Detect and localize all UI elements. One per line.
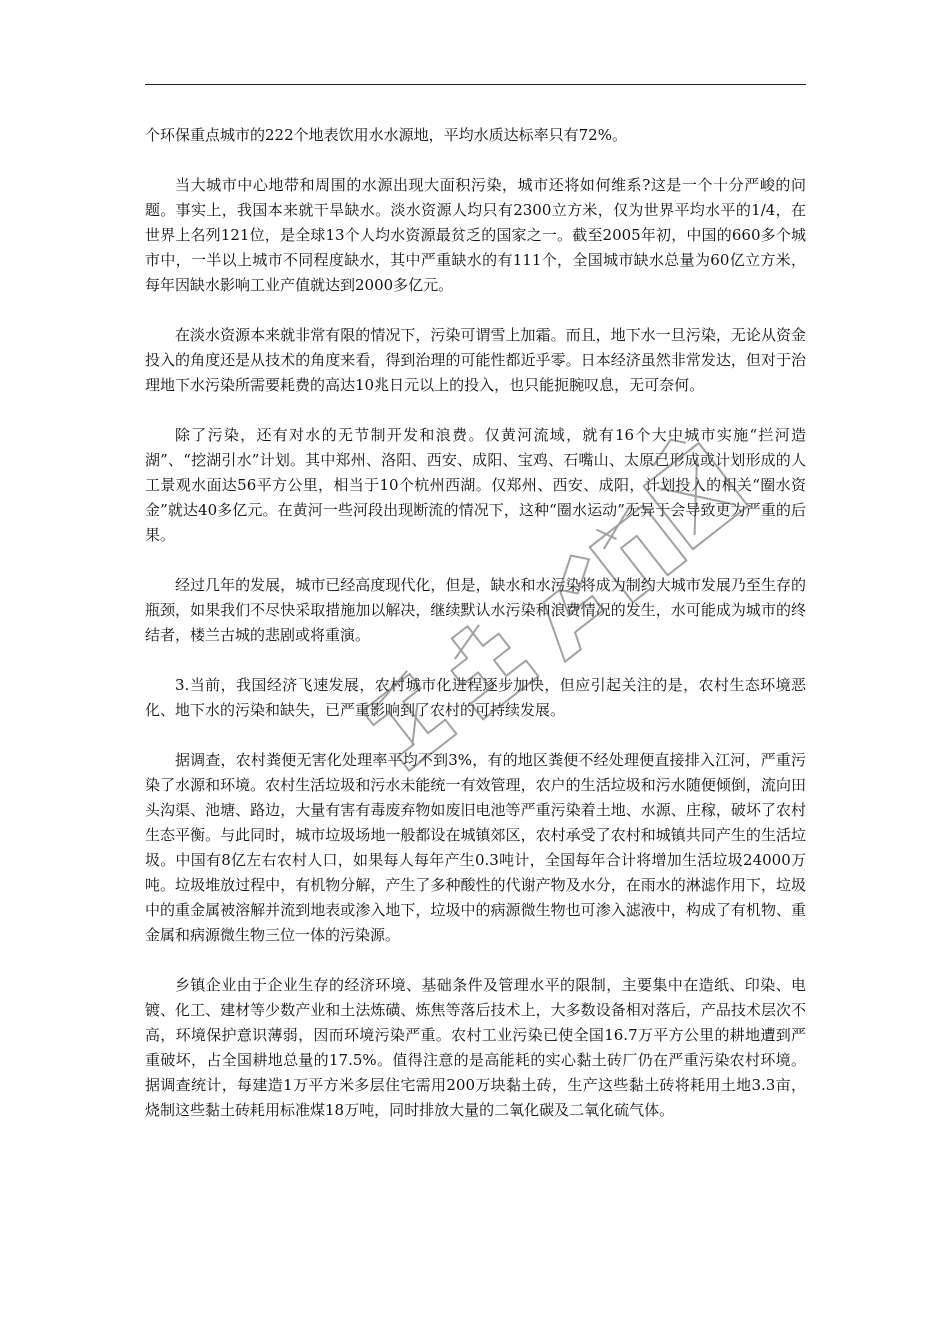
paragraph-8: 乡镇企业由于企业生存的经济环境、基础条件及管理水平的限制，主要集中在造纸、印染、电镀、化工、建材等少数产业和土法炼磺、炼焦等落后技术上，大多数设备相对落后，产品技术层次不高，环境保护意识薄弱，因而环境污染严重。农村工业污染已使全国16.7万平方公里的耕地遭到严重破坏，占全国耕地总量的17.5%。值得注意的是高能耗的实心黏土砖厂仍在严重污染农村环境。据调查统计，每建造1万平方米多层住宅需用200万块黏土砖，生产这些黏土砖将耗用土地3.3亩，烧制这些黏土砖耗用标准煤18万吨，同时排放大量的二氧化碳及二氧化硫气体。 xyxy=(145,976,806,1119)
paragraph-5: 经过几年的发展，城市已经高度现代化，但是，缺水和水污染将成为制约大城市发展乃至生存的瓶颈，如果我们不尽快采取措施加以解决，继续默认水污染和浪费情况的发生，水可能成为城市的终结者，楼兰古城的悲剧或将重演。 xyxy=(145,576,806,644)
paragraph-2: 当大城市中心地带和周围的水源出现大面积污染，城市还将如何维系?这是一个十分严峻的问题。事实上，我国本来就干旱缺水。淡水资源人均只有2300立方米，仅为世界平均水平的1/4，在世界上名列121位，是全球13个人均水资源最贫乏的国家之一。截至2005年初，中国的660多个城市中，一半以上城市不同程度缺水，其中严重缺水的有111个，全国城市缺水总量为60亿立方米，每年因缺水影响工业产值就达到2000多亿元。 xyxy=(145,176,806,294)
paragraph-1: 个环保重点城市的222个地表饮用水水源地，平均水质达标率只有72%。 xyxy=(145,126,627,144)
paragraph-3: 在淡水资源本来就非常有限的情况下，污染可谓雪上加霜。而且，地下水一旦污染，无论从资金投入的角度还是从技术的角度来看，得到治理的可能性都近乎零。日本经济虽然非常发达，但对于治理地下水污染所需要耗费的高达10兆日元以上的投入，也只能扼腕叹息，无可奈何。 xyxy=(145,326,806,394)
header-rule xyxy=(145,84,806,85)
paragraph-6: 3.当前，我国经济飞速发展，农村城市化进程逐步加快，但应引起关注的是，农村生态环境恶化、地下水的污染和缺失，已严重影响到了农村的可持续发展。 xyxy=(145,676,806,719)
paragraph-7: 据调查，农村粪便无害化处理率平均不到3%，有的地区粪便不经处理便直接排入江河，严重污染了水源和环境。农村生活垃圾和污水未能统一有效管理，农户的生活垃圾和污水随便倾倒，流向田头沟渠、池塘、路边，大量有害有毒废弃物如废旧电池等严重污染着土地、水源、庄稼，破坏了农村生态平衡。与此同时，城市垃圾场地一般都设在城镇郊区，农村承受了农村和城镇共同产生的生活垃圾。中国有8亿左右农村人口，如果每人每年产生0.3吨计，全国每年合计将增加生活垃圾24000万吨。垃圾堆放过程中，有机物分解，产生了多种酸性的代谢产物及水分，在雨水的淋滤作用下，垃圾中的重金属被溶解并流到地表或渗入地下，垃圾中的病源微生物也可渗入滤液中，构成了有机物、重金属和病源微生物三位一体的污染源。 xyxy=(145,751,806,944)
document-body xyxy=(145,123,806,1148)
paragraph-4: 除了污染，还有对水的无节制开发和浪费。仅黄河流域，就有16个大中城市实施“拦河造湖”、“挖湖引水”计划。其中郑州、洛阳、西安、成阳、宝鸡、石嘴山、太原已形成或计划形成的人工景观水面达56平方公里，相当于10个杭州西湖。仅郑州、西安、成阳，计划投入的相关“圈水资金”就达40多亿元。在黄河一些河段出现断流的情况下，这种“圈水运动”无异于会导致更为严重的后果。 xyxy=(145,426,806,544)
